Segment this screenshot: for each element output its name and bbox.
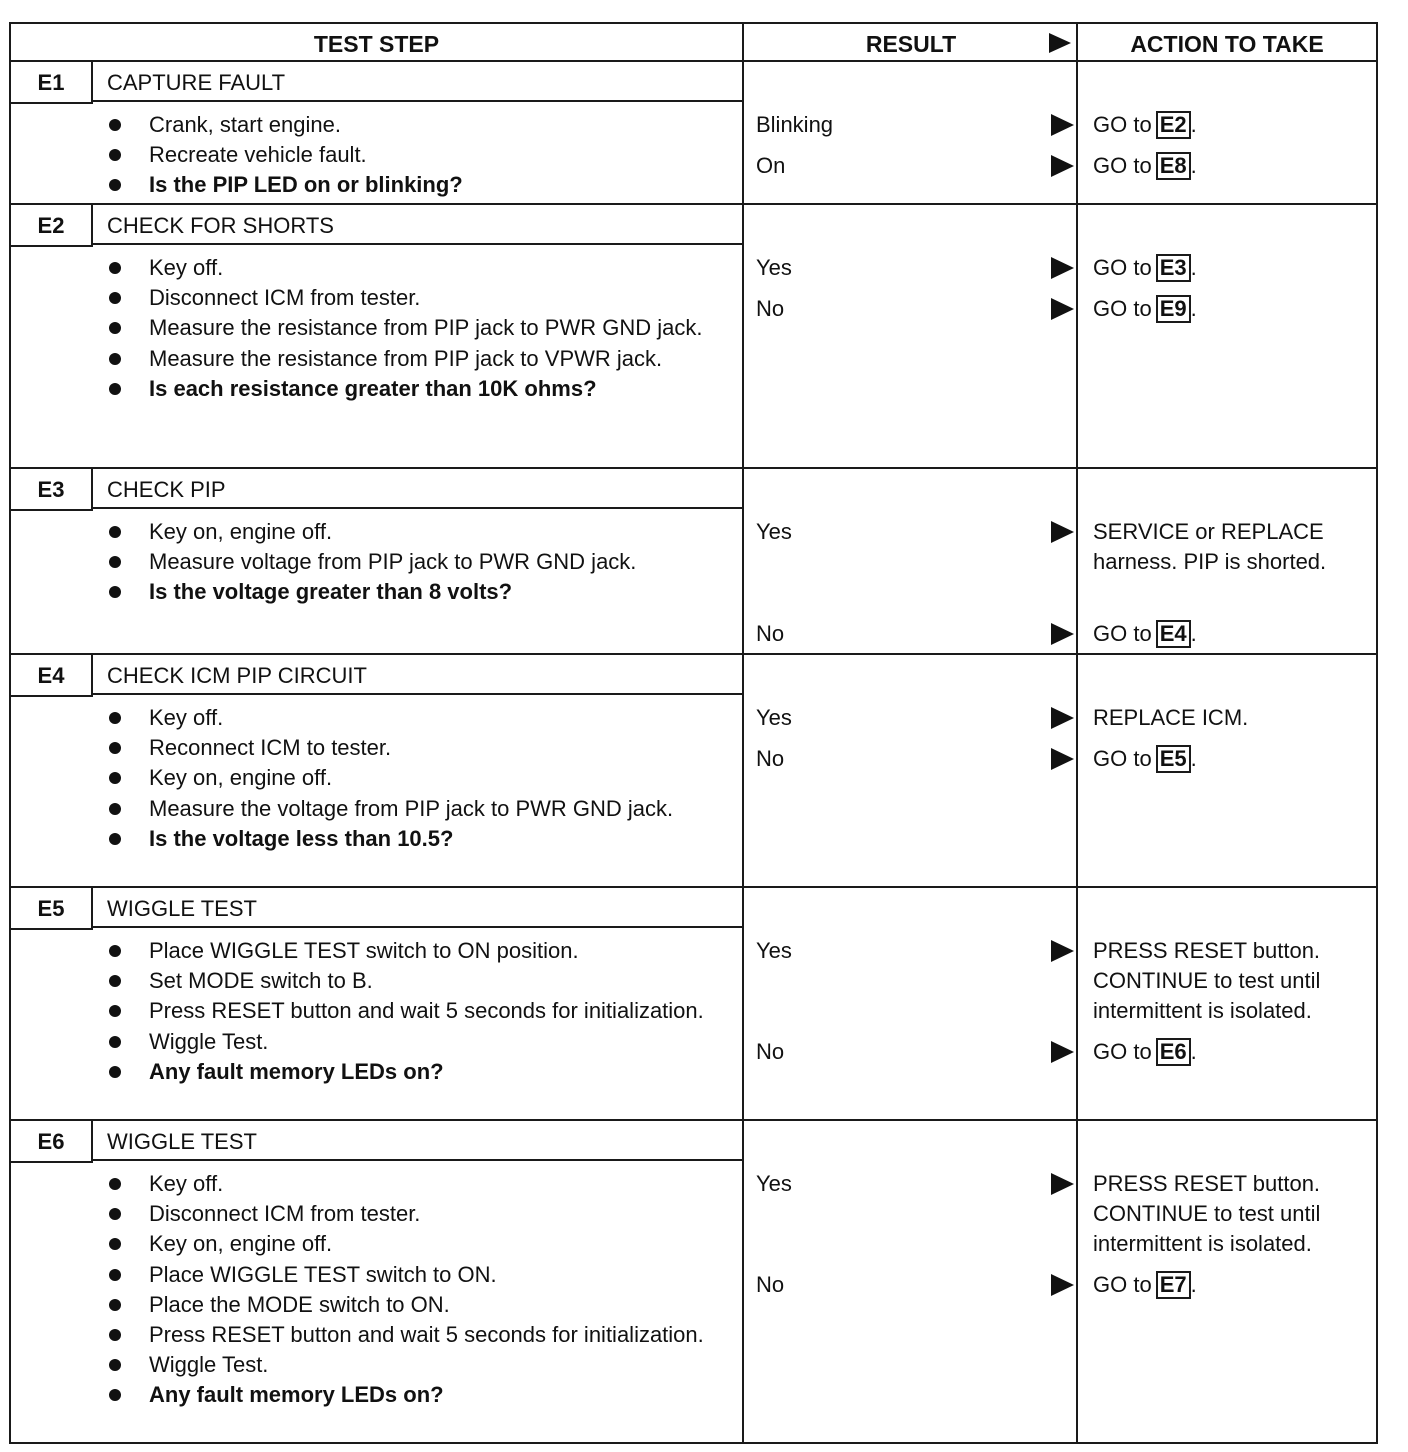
- period-mark: .: [1190, 112, 1197, 137]
- period-mark: .: [1190, 1272, 1197, 1297]
- header-result: RESULT: [742, 24, 1078, 62]
- instruction-item: Disconnect ICM from tester.: [103, 283, 733, 313]
- period-mark: .: [1190, 296, 1197, 321]
- step-id: E4: [11, 655, 93, 695]
- step-title: WIGGLE TEST: [93, 888, 742, 928]
- instruction-item: Reconnect ICM to tester.: [103, 733, 733, 763]
- instruction-item: Place WIGGLE TEST switch to ON.: [103, 1260, 733, 1290]
- step-id: E1: [11, 62, 93, 102]
- step-reference: E8: [1156, 152, 1191, 180]
- result-label: Yes: [756, 1171, 792, 1196]
- step-instructions: [103, 703, 733, 854]
- action-text: [1093, 1037, 1377, 1067]
- test-step-e5: [9, 888, 1378, 1121]
- test-step-e4: [9, 655, 1378, 888]
- instruction-item: Measure the resistance from PIP jack to VPWR jack.: [103, 344, 733, 374]
- step-instructions: [103, 936, 733, 1087]
- instruction-item: Measure voltage from PIP jack to PWR GND jack.: [103, 547, 733, 577]
- action-text: [1093, 744, 1377, 774]
- step-title: CHECK PIP: [93, 469, 742, 509]
- go-to-label: GO to: [1093, 746, 1152, 771]
- step-id: E2: [11, 205, 93, 245]
- instruction-item: Key on, engine off.: [103, 1229, 733, 1259]
- step-reference: E9: [1156, 295, 1191, 323]
- arrow-icon: [1051, 257, 1074, 279]
- action-text: [1093, 294, 1377, 324]
- instruction-item: Press RESET button and wait 5 seconds for initialization.: [103, 996, 733, 1026]
- result-label: On: [756, 153, 786, 178]
- result-label: No: [756, 1272, 785, 1297]
- step-reference: E2: [1156, 111, 1191, 139]
- action-text: [1093, 253, 1377, 283]
- instruction-item: Wiggle Test.: [103, 1027, 733, 1057]
- instruction-item: Measure the voltage from PIP jack to PWR GND jack.: [103, 794, 733, 824]
- step-instructions: [103, 1169, 733, 1411]
- step-id: E6: [11, 1121, 93, 1161]
- instruction-item: Key off.: [103, 703, 733, 733]
- action-text: REPLACE ICM.: [1093, 705, 1249, 730]
- arrow-icon: [1051, 114, 1074, 136]
- go-to-label: GO to: [1093, 255, 1152, 280]
- step-title: CHECK ICM PIP CIRCUIT: [93, 655, 742, 695]
- result-label: No: [756, 746, 785, 771]
- step-question: Is each resistance greater than 10K ohms?: [103, 374, 733, 404]
- go-to-label: GO to: [1093, 112, 1152, 137]
- header-action: ACTION TO TAKE: [1076, 24, 1376, 62]
- arrow-icon: [1051, 1041, 1074, 1063]
- step-instructions: [103, 110, 733, 201]
- arrow-icon: [1051, 748, 1074, 770]
- step-title: WIGGLE TEST: [93, 1121, 742, 1161]
- arrow-icon: [1051, 707, 1074, 729]
- period-mark: .: [1190, 621, 1197, 646]
- go-to-label: GO to: [1093, 153, 1152, 178]
- action-text: PRESS RESET button. CONTINUE to test until intermittent is isolated.: [1093, 938, 1321, 1024]
- go-to-label: GO to: [1093, 1039, 1152, 1064]
- result-label: No: [756, 296, 785, 321]
- action-text: [1093, 151, 1377, 181]
- go-to-label: GO to: [1093, 621, 1152, 646]
- arrow-icon: [1051, 940, 1074, 962]
- step-reference: E7: [1156, 1271, 1191, 1299]
- instruction-item: Wiggle Test.: [103, 1350, 733, 1380]
- instruction-item: Key on, engine off.: [103, 517, 733, 547]
- diagnostic-table: [9, 22, 1378, 1444]
- instruction-item: Measure the resistance from PIP jack to PWR GND jack.: [103, 313, 733, 343]
- action-text: SERVICE or REPLACE harness. PIP is shorted.: [1093, 519, 1327, 575]
- instruction-item: Disconnect ICM from tester.: [103, 1199, 733, 1229]
- step-question: Is the voltage greater than 8 volts?: [103, 577, 733, 607]
- step-id: E5: [11, 888, 93, 928]
- arrow-icon: [1051, 155, 1074, 177]
- step-question: Any fault memory LEDs on?: [103, 1057, 733, 1087]
- period-mark: .: [1190, 255, 1197, 280]
- instruction-item: Place the MODE switch to ON.: [103, 1290, 733, 1320]
- step-title: CHECK FOR SHORTS: [93, 205, 742, 245]
- instruction-item: Set MODE switch to B.: [103, 966, 733, 996]
- step-question: Is the voltage less than 10.5?: [103, 824, 733, 854]
- arrow-icon: [1051, 623, 1074, 645]
- period-mark: .: [1190, 153, 1197, 178]
- step-question: Any fault memory LEDs on?: [103, 1380, 733, 1410]
- instruction-item: Recreate vehicle fault.: [103, 140, 733, 170]
- result-label: No: [756, 1039, 785, 1064]
- result-label: Yes: [756, 519, 792, 544]
- step-reference: E3: [1156, 254, 1191, 282]
- step-reference: E6: [1156, 1038, 1191, 1066]
- go-to-label: GO to: [1093, 296, 1152, 321]
- arrow-icon: [1051, 521, 1074, 543]
- result-label: Yes: [756, 938, 792, 963]
- test-step-e3: [9, 469, 1378, 655]
- arrow-icon: [1051, 298, 1074, 320]
- step-instructions: [103, 517, 733, 608]
- action-text: [1093, 619, 1377, 649]
- result-label: Blinking: [756, 112, 834, 137]
- arrow-icon: [1051, 1274, 1074, 1296]
- header-test-step: TEST STEP: [313, 31, 440, 57]
- action-text: PRESS RESET button. CONTINUE to test until intermittent is isolated.: [1093, 1171, 1321, 1257]
- instruction-item: Key off.: [103, 253, 733, 283]
- result-label: Yes: [756, 255, 792, 280]
- step-id: E3: [11, 469, 93, 509]
- header-arrow-icon: [1049, 33, 1071, 53]
- step-instructions: [103, 253, 733, 404]
- action-text: [1093, 110, 1377, 140]
- result-label: Yes: [756, 705, 792, 730]
- instruction-item: Press RESET button and wait 5 seconds for initialization.: [103, 1320, 733, 1350]
- test-step-e6: [9, 1121, 1378, 1444]
- action-text: [1093, 1270, 1377, 1300]
- instruction-item: Crank, start engine.: [103, 110, 733, 140]
- step-reference: E4: [1156, 620, 1191, 648]
- go-to-label: GO to: [1093, 1272, 1152, 1297]
- result-label: No: [756, 621, 785, 646]
- instruction-item: Place WIGGLE TEST switch to ON position.: [103, 936, 733, 966]
- table-header: [9, 22, 1378, 62]
- period-mark: .: [1190, 1039, 1197, 1064]
- test-step-e2: [9, 205, 1378, 469]
- arrow-icon: [1051, 1173, 1074, 1195]
- step-question: Is the PIP LED on or blinking?: [103, 170, 733, 200]
- test-step-e1: [9, 62, 1378, 205]
- step-reference: E5: [1156, 745, 1191, 773]
- instruction-item: Key on, engine off.: [103, 763, 733, 793]
- period-mark: .: [1190, 746, 1197, 771]
- instruction-item: Key off.: [103, 1169, 733, 1199]
- step-title: CAPTURE FAULT: [93, 62, 742, 102]
